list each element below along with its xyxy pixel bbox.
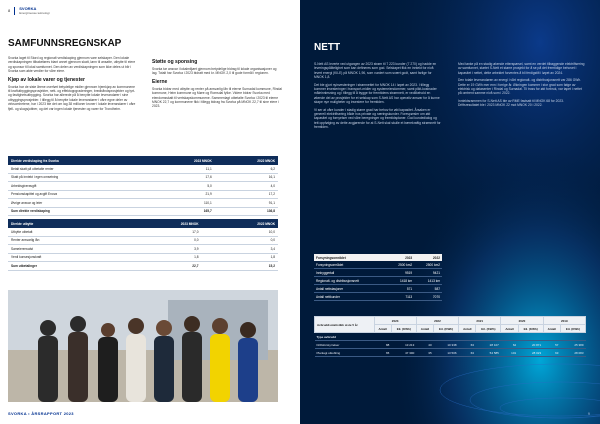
- table-cell: 28 107: [476, 341, 501, 349]
- table-cell: 2500 km2: [414, 261, 442, 269]
- kf-header-1: 2023: [386, 254, 414, 261]
- table-cell: Verdi konsesjonskraft: [8, 253, 125, 262]
- table-cell: 7113: [386, 293, 414, 301]
- table-cell: 17,0: [125, 228, 201, 236]
- table-cell: 21,9: [152, 190, 215, 199]
- table-cell: 1413 km: [414, 277, 442, 285]
- table-cell: 10 338: [434, 341, 459, 349]
- table-cell: 88: [374, 341, 391, 349]
- year-header: 2019: [543, 317, 585, 325]
- heading-kjop: Kjøp av lokale varer og tjenester: [8, 76, 85, 83]
- table-cell: Regionalt- og distribusjonsnett: [314, 277, 386, 285]
- nett-paragraph-3: Vi ser at våre kunder i stadig større grad har behov for økt kapasitet. Årsaken er generell elektrifisering både hos private og næringskunder. Forespørsler om økt kapasitet og fornyelser ved våre beregninger og fremtidsplaner. God kundedialog og tett oppfølging av dette avgjørende for at S-Nett skal skulle et bærekraftig strømnett for fremtiden.: [314, 107, 441, 130]
- table-cell: 35: [416, 349, 433, 357]
- table-cell: Type avbrudd: [315, 333, 375, 341]
- table-cell: 17,6: [152, 173, 215, 182]
- table-cell: 62: [501, 341, 518, 349]
- year-header: 2021: [459, 317, 501, 325]
- year-header: 2022: [416, 317, 458, 325]
- table-cell: Betalt skatt på utbetalte renter: [8, 165, 152, 173]
- table-cell: 101: [501, 349, 518, 357]
- table-cell: 16,1: [215, 173, 278, 182]
- table-cell: 28 023: [518, 349, 543, 357]
- table-cell: 3,4: [202, 245, 279, 254]
- table-cell: 25 389: [560, 341, 585, 349]
- intro-paragraph: Svorka laget til Stord og regionalt verdiskaping gjennom vare selskaper. Den lokale verdiskapningen tilbakeføres blant annet gjennom skatt, lønn til ansatte, utbytte til eiere og sponsor til lokal samfunnet. Den delen av verdiskapningen som ikke deles ut blir i Svorka som økte verdier for våre eiere.: [8, 56, 136, 74]
- table-row: [314, 269, 442, 277]
- table-cell: 63: [543, 349, 560, 357]
- table-cell: 13 506: [434, 349, 459, 357]
- table-cell: Antall nettstasjoner: [314, 285, 386, 293]
- table-cell: 4,0: [215, 182, 278, 191]
- table-cell: 110,1: [152, 199, 215, 208]
- table-cell: 63: [459, 341, 476, 349]
- t2-header-2: 2022 MNOK: [202, 219, 279, 228]
- table-cell: 9421: [414, 269, 442, 277]
- sub-header: Antall: [501, 325, 518, 333]
- table-cell: 6,2: [215, 165, 278, 173]
- table-row: [314, 293, 442, 301]
- table-cell: 136,8: [215, 207, 278, 216]
- table-cell: Forsyningsområdet: [314, 261, 386, 269]
- table-cell: 587: [414, 285, 442, 293]
- sub-header: Antall: [459, 325, 476, 333]
- nett-paragraph-2: Det ble gjort nyinvesteringer i strømnettet for MNOK 14 i løpet av 2023. I tillegg kommer investeringer i transport-midler og systemeiendommer, samt plikt-kostnader måleinnlesning og i tillegg til å bygge for fremtidens strømnett, er vedlikehold en økende del av prosjekter for et selskap som S-Nett AS har operativ ansvar for å kunne skape nye muligheter og investere for fremtiden.: [314, 82, 440, 105]
- table-cell: 57: [543, 341, 560, 349]
- sub-header: Antall: [374, 325, 391, 333]
- table-cell: 1,8: [202, 253, 279, 262]
- table-cell: 28 083: [560, 349, 585, 357]
- sub-header: Eil. (KWh): [518, 325, 543, 333]
- table-cell: Planlagt utkobling: [315, 349, 375, 357]
- nett-paragraph-1: S-Nett AS leverte ved utgangen av 2023 strøm til 7 223 kunder (7 270) og hadde en leveringspålitelighet som kan defineres som god. Selskapet fikk en inntekt for nivå levert energi (KILE) på MNOK 1,96, som vurdert som svært godt, samt farlige for MNOK 1,8.: [314, 62, 437, 80]
- table-cell: Pensionskapittel og avgift Enova: [8, 190, 152, 199]
- header-divider: [14, 7, 15, 15]
- sub-header: Antall: [416, 325, 433, 333]
- table-cell: Arbeidsgiveravgift: [8, 182, 152, 191]
- year-header: 2023: [374, 317, 416, 325]
- table-cell: 5,0: [152, 182, 215, 191]
- table-row: [8, 245, 278, 254]
- table-cell: Sameierenvalst: [8, 245, 125, 254]
- value-creation-table: [8, 156, 278, 216]
- table-cell: 165,7: [152, 207, 215, 216]
- sub-header: Antall: [543, 325, 560, 333]
- table-cell: Sum utbetalinger: [8, 262, 125, 271]
- key-figures-table: [314, 254, 442, 301]
- kjop-paragraph: Svorka har de siste årene overført betydelige midler gjennom hjemkjøp av kommunene til kraftutbyggingsprosjekter, nett- og effektoppgraderinger, bredbåndsprosjekter og tyrt- og fastighetsutbygging. Svorka har allerede på å benytte lokale leverandører i sine utbyggingsprosjekter. I tillegg til å benytte lokale leverandører i våre egne deler av virksomhetene, har i 2023 ble det om lag 38 millioner kroner i lokale leverandører i våre fjell- og skogsjobber, og det var ingen lokale tjenester og varer for Trondheim.: [8, 84, 136, 111]
- table-cell: 3,9: [125, 245, 201, 254]
- table-row: [315, 349, 586, 357]
- table-row: [8, 173, 278, 182]
- table-cell: 13 213: [391, 341, 416, 349]
- text-column-1: [8, 56, 138, 114]
- table-cell: 2500 km2: [386, 261, 414, 269]
- table-row: [8, 253, 278, 262]
- eierne-paragraph: Svorka bidrar med utbytte og renter på ansvarlig lån til eierne Surnadal kommune, Rindal kommune, Heim kommune og Møre og Romsdal fylke. Videre bidrar Svorka med eiendomsskatt til vertskapskommunene. Sammenlagt utbetalte Svorka i 2023 til eierne MNOK 22,7 og kommunene fikk i tillegg bidrag fra Svorka på MNOK 22,7 til sine eiere i 2023.: [152, 86, 282, 109]
- t1-header-2: 2022 MNOK: [215, 156, 278, 165]
- table-cell: 571: [386, 285, 414, 293]
- table-row: [8, 165, 278, 173]
- table-cell: 63: [459, 349, 476, 357]
- right-column-1: [314, 62, 442, 133]
- heading-eierne: Eierne: [152, 78, 168, 85]
- brand-subtitle: Energimesse teknologi: [19, 11, 50, 15]
- t1-header-0: Direkte verdiskaping fra Svorka: [8, 156, 152, 165]
- right-page: [300, 0, 600, 424]
- sub-header: Eil. (KWh): [476, 325, 501, 333]
- table-cell: Utbytte utbetalt: [8, 228, 125, 236]
- nett-paragraph-5: Den totale leverandøren av energi i vårt regionalt- og distribusjonsnett var 286 GWh. Dette er 19 GWh mer enn i forrige år. Økningen kommer i stor grad som følge av elektrisk og datasenter i Rindal og Surnadal. Til tross for økt forbruk, var tapet i nettet på omtrent samme nivå som i 2022.: [458, 78, 582, 96]
- table-row: [315, 341, 586, 349]
- text-column-2: [152, 56, 282, 112]
- right-column-2: [458, 62, 586, 111]
- outage-caption: Avbruddsstatistikk siste 5 år: [315, 317, 375, 333]
- page-number: 8: [8, 8, 11, 13]
- table-cell: Sum direkte verdiskaping: [8, 207, 152, 216]
- kf-header-2: 2022: [414, 254, 442, 261]
- table-cell: 9519: [386, 269, 414, 277]
- table-row: [8, 199, 278, 208]
- year-header: 2020: [501, 317, 543, 325]
- table-cell: 22,7: [125, 262, 201, 271]
- table-row: [8, 190, 278, 199]
- brand-name: SVORKA: [19, 6, 37, 11]
- page-title: SAMFUNNSREGNSKAP: [8, 38, 122, 49]
- stotte-paragraph: Svorka tar ansvar i lokalmiljøet gjennom betydelige bidrag til lokale organisasjoner og lag. Totalt har Svorka i 2023 bidratt med kr. MNOK 2,0 til gode formål i regionen.: [152, 67, 277, 76]
- heading-stotte: Støtte og sponsing: [152, 59, 198, 65]
- table-row: [314, 261, 442, 269]
- table-cell: Innbyggertall: [314, 269, 386, 277]
- table-cell: 15,2: [202, 262, 279, 271]
- table-cell: Driftsforstyrrelser: [315, 341, 375, 349]
- sub-header: Eil. (KWh): [434, 325, 459, 333]
- table-cell: 40: [416, 341, 433, 349]
- table-cell: 1418 km: [386, 277, 414, 285]
- table-cell: 17,2: [215, 190, 278, 199]
- group-photo: [8, 290, 278, 402]
- table-row: [8, 182, 278, 191]
- table-cell: 91,1: [215, 199, 278, 208]
- table-cell: 7070: [414, 293, 442, 301]
- nett-paragraph-6: Inntektsrammen for S-Nett AS ble av RME fastsatt til MNOK 68 for 2023. Driftsresultatet ble i 2023 MNOK 22 mot MNOK 20 i 2022.: [458, 98, 564, 108]
- table-cell: Skatt på inntekt i egen omsetning: [8, 173, 152, 182]
- table-sum-row: [8, 262, 278, 271]
- t2-header-0: Direkte utbytte: [8, 219, 125, 228]
- section-title: NETT: [314, 42, 341, 53]
- group-photo-illustration: [8, 290, 278, 402]
- table-cell: 54 585: [476, 349, 501, 357]
- table-cell: 11,1: [152, 165, 215, 173]
- page-header: [8, 6, 50, 15]
- sub-header: Eil. (KWh): [560, 325, 585, 333]
- table-cell: 0,0: [125, 236, 201, 245]
- table-row: [314, 277, 442, 285]
- table-cell: [374, 333, 586, 341]
- table-row: [314, 285, 442, 293]
- table-cell: Renter ansvarlig lån: [8, 236, 125, 245]
- kf-header-0: Forsyningsområdet: [314, 254, 386, 261]
- nett-paragraph-4: Med tanke på en stadig økende etterspørsel, samt en verdet tilbaggende elektrifisering av samfunnet, startet S-Nett et større prosjekt for å se på det fremtidige behovet i kapasitet i nettet, dette arbeidet forventes å bli ferdigstilt i løpet av 2024.: [458, 62, 585, 75]
- table-row: [8, 236, 278, 245]
- table-cell: Antall nettkunder: [314, 293, 386, 301]
- table-cell: 20 871: [518, 341, 543, 349]
- footer-left: SVORKA • ÅRSRAPPORT 2023: [8, 411, 74, 416]
- t1-header-1: 2023 MNOK: [152, 156, 215, 165]
- dividend-table: [8, 219, 278, 271]
- table-row: [8, 228, 278, 236]
- t2-header-1: 2023 MNOK: [125, 219, 201, 228]
- outage-table: [314, 316, 586, 357]
- table-cell: Øvrige ansvar og leier: [8, 199, 152, 208]
- footer-right: 9: [587, 411, 590, 416]
- table-cell: 47 390: [391, 349, 416, 357]
- table-cell: 1,8: [125, 253, 201, 262]
- table-row: [315, 333, 586, 341]
- table-sum-row: [8, 207, 278, 216]
- sub-header: Eil. (KWh): [391, 325, 416, 333]
- table-cell: 0,0: [202, 236, 279, 245]
- table-cell: 10,0: [202, 228, 279, 236]
- table-cell: 65: [374, 349, 391, 357]
